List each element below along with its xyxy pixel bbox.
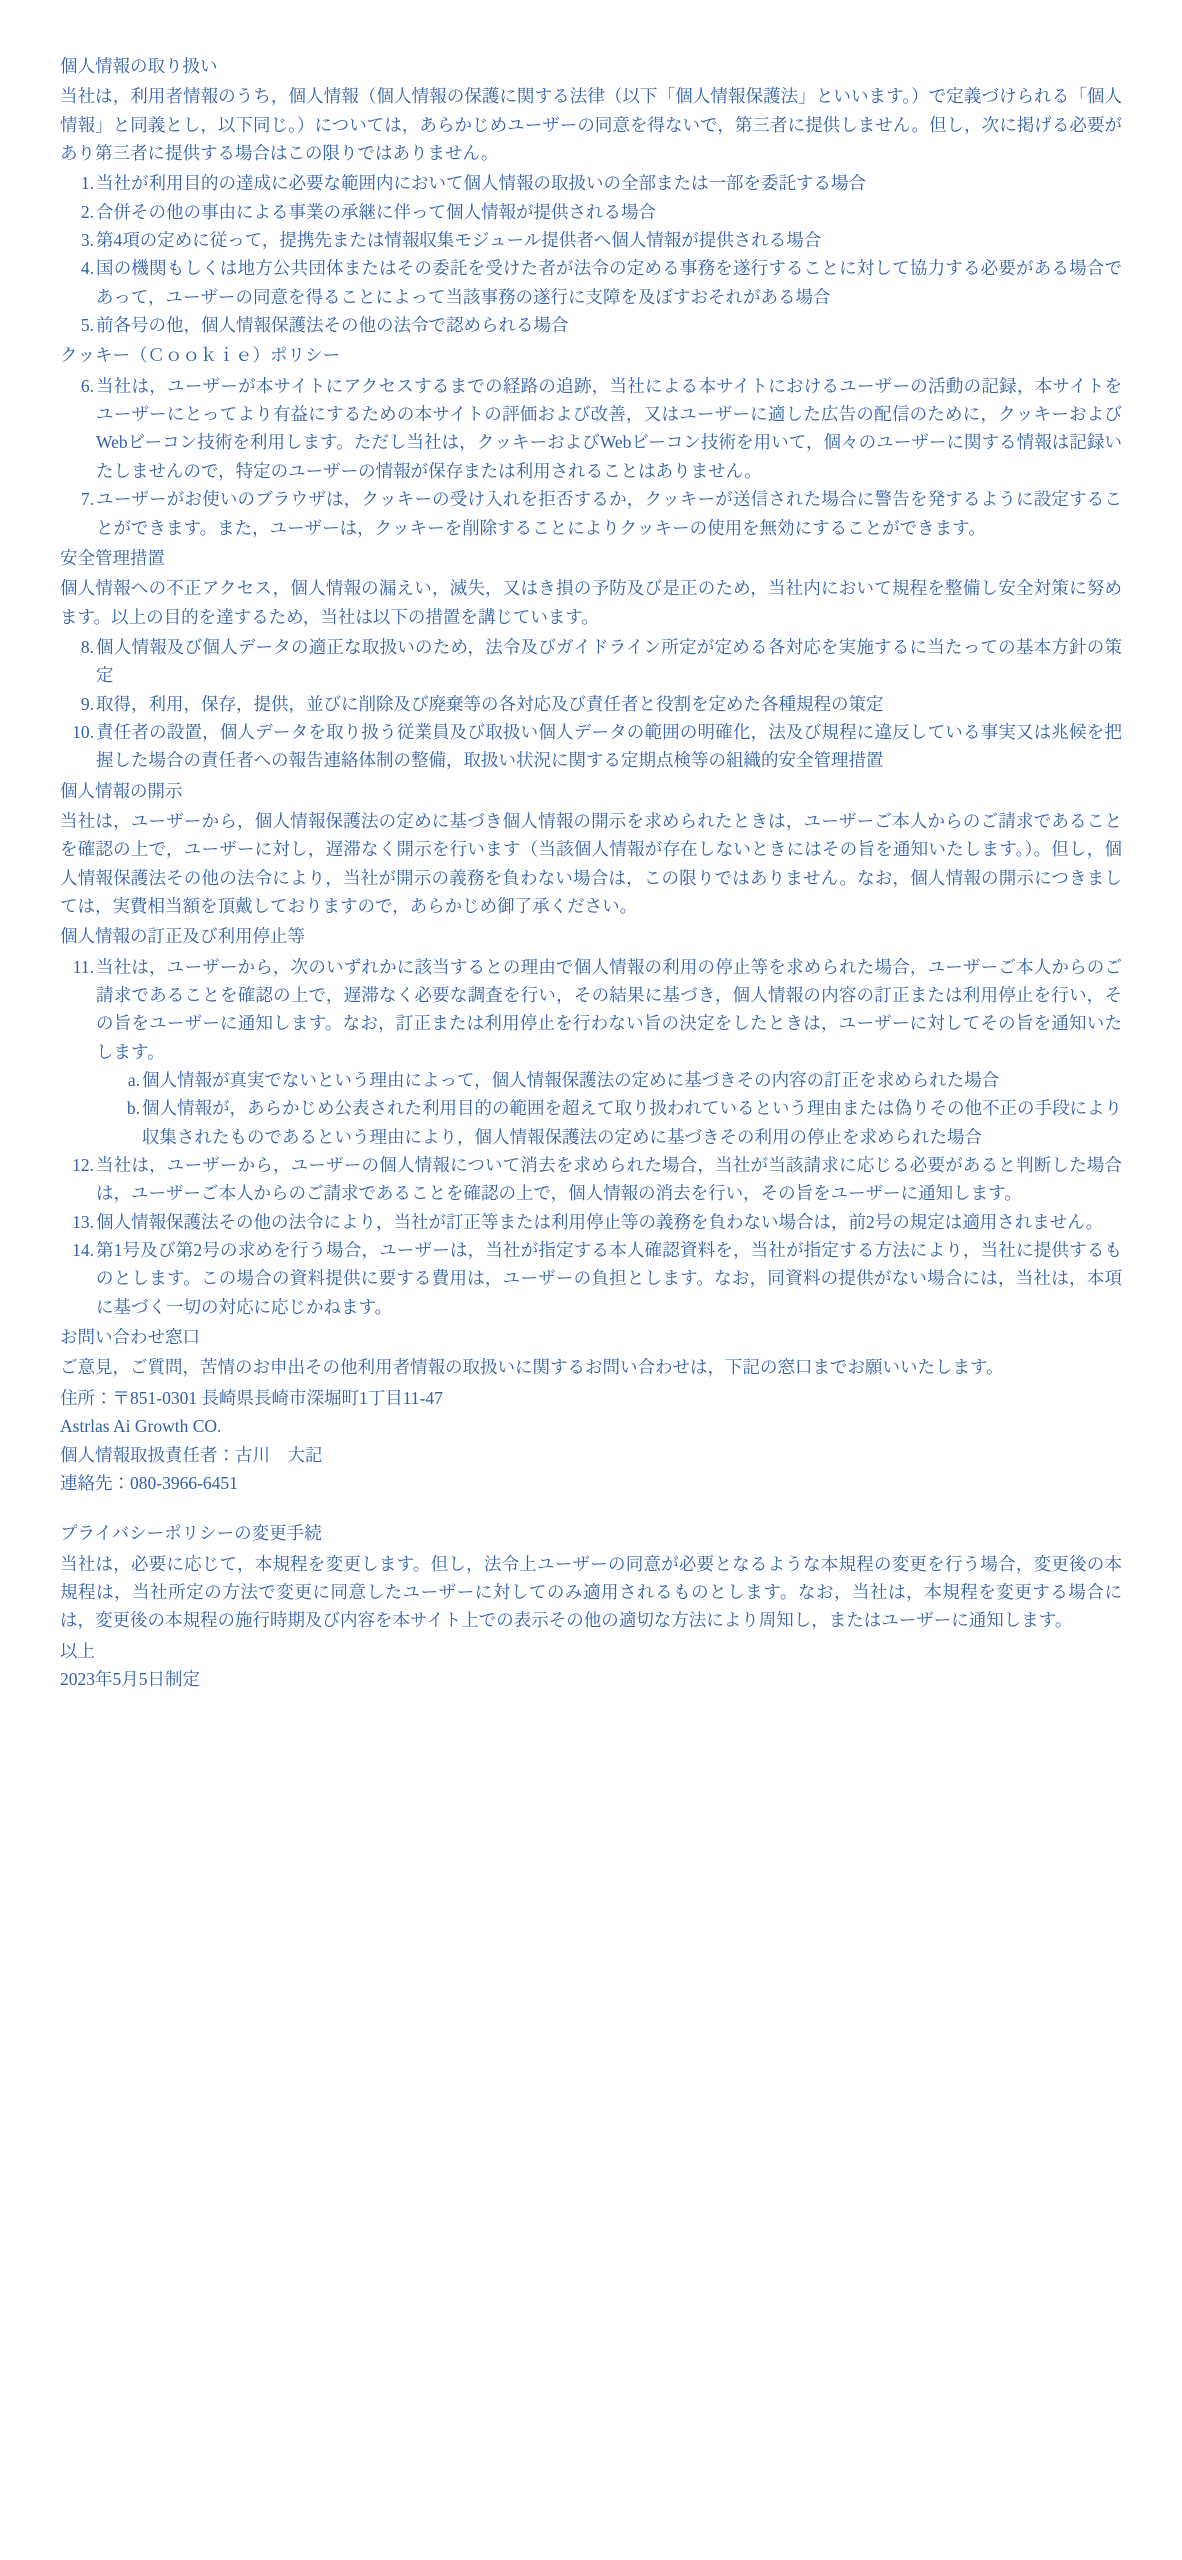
section-heading-personal-info-handling: 個人情報の取り扱い (60, 56, 218, 76)
contact-company-name: Astrlas Ai Growth CO. (60, 1416, 222, 1437)
section-heading-security-measures: 安全管理措置 (60, 547, 165, 568)
list-security-measures (60, 633, 1122, 775)
sublist-item-text: 個人情報が，あらかじめ公表された利用目的の範囲を超えて取り扱われているという理由または偽りその他不正の手段により収集されたものであるという理由により，個人情報保護法の定めに基づきその利用の停止を求められた場合 (142, 1098, 1122, 1147)
list-item-marker: 12. (72, 1155, 94, 1176)
section-paragraph-security-measures: 個人情報への不正アクセス，個人情報の漏えい，滅失，又はき損の予防及び是正のため，当社内において規程を整備し安全対策に努めます。以上の目的を達するため，当社は以下の措置を講じています。 (60, 578, 1122, 627)
list-item-marker: 11. (72, 956, 94, 977)
list-item-marker: 1. (80, 173, 94, 194)
sublist-item-marker: a. (127, 1070, 140, 1091)
list-cookie-policy (60, 372, 1122, 542)
list-item-text: 個人情報保護法その他の法令により，当社が訂正等または利用停止等の義務を負わない場合は，前2号の規定は適用されません。 (96, 1211, 1104, 1232)
list-item-text: 合併その他の事由による事業の承継に伴って個人情報が提供される場合 (96, 201, 656, 222)
list-item-text: 当社は，ユーザーが本サイトにアクセスするまでの経路の追跡，当社による本サイトにおけるユーザーの活動の記録，本サイトをユーザーにとってより有益にするための本サイトの評価および改善，又はユーザーに適した広告の配信のために，クッキーおよびWebビーコン技術を利用します。ただし当社は，クッキーおよびWebビーコン技術を用いて，個々のユーザーに関する情報は記録いたしませんので，特定のユーザーの情報が保存または利用されることはありません。 (96, 375, 1122, 481)
enactment-date: 2023年5月5日制定 (60, 1668, 200, 1689)
list-correction-suspension (60, 953, 1122, 1321)
list-item-text: 取得，利用，保存，提供，並びに削除及び廃棄等の各対応及び責任者と役割を定めた各種規程の策定 (96, 693, 884, 714)
contact-address: 住所：〒851-0301 長崎県長崎市深堀町1丁目11-47 (60, 1387, 443, 1408)
amendment-paragraph: 当社は，必要に応じて，本規程を変更します。但し，法令上ユーザーの同意が必要となるような本規程の変更を行う場合，変更後の本規程は，当社所定の方法で変更に同意したユーザーに対してのみ適用されるものとします。なお，当社は，本規程を変更する場合には，変更後の本規程の施行時期及び内容を本サイト上での表示その他の適切な方法により周知し，またはユーザーに通知します。 (60, 1553, 1122, 1631)
list-item (60, 311, 1122, 339)
sublist-item (120, 1094, 1122, 1151)
list-item-text: 第1号及び第2号の求めを行う場合，ユーザーは，当社が指定する本人確認資料を，当社が指定する方法により，当社に提供するものとします。この場合の資料提供に要する費用は，ユーザーの負担とします。なお，同資料の提供がない場合には，当社は，本項に基づく一切の対応に応じかねます。 (96, 1240, 1122, 1317)
section-paragraph-disclosure: 当社は，ユーザーから，個人情報保護法の定めに基づき個人情報の開示を求められたときは，ユーザーご本人からのご請求であることを確認の上で，ユーザーに対し，遅滞なく開示を行います（当該個人情報が存在しないときにはその旨を通知いたします。）。但し，個人情報保護法その他の法令により，当社が開示の義務を負わない場合は，この限りではありません。なお，個人情報の開示につきましては，実費相当額を頂戴しておりますので，あらかじめ御了承ください。 (60, 810, 1122, 916)
sublist-item-text: 個人情報が真実でないという理由によって，個人情報保護法の定めに基づきその内容の訂正を求められた場合 (142, 1070, 1000, 1091)
list-item-text: 当社は，ユーザーから，次のいずれかに該当するとの理由で個人情報の利用の停止等を求められた場合，ユーザーご本人からのご請求であることを確認の上で，遅滞なく必要な調査を行い，その結果に基づき，個人情報の内容の訂正または利用停止を行い，その旨をユーザーに通知します。なお，訂正または利用停止を行わない旨の決定をしたときは，ユーザーに対してその旨を通知いたします。 (96, 956, 1122, 1062)
list-item (60, 226, 1122, 254)
list-item (60, 372, 1122, 485)
list-item-marker: 13. (72, 1211, 94, 1232)
list-item-text: 前各号の他，個人情報保護法その他の法令で認められる場合 (96, 315, 569, 336)
list-item (60, 1151, 1122, 1208)
sublist-item-marker: b. (126, 1098, 140, 1119)
section-heading-contact: お問い合わせ窓口 (60, 1327, 200, 1348)
list-item (60, 633, 1122, 690)
section-heading-cookie-policy: クッキー（Ｃｏｏｋｉｅ）ポリシー (60, 345, 340, 366)
list-item-marker: 10. (72, 721, 94, 742)
section-spacer (60, 1497, 1122, 1519)
list-item-marker: 4. (80, 258, 94, 279)
section-paragraph-personal-info-handling: 当社は，利用者情報のうち，個人情報（個人情報の保護に関する法律（以下「個人情報保護法」といいます。）で定義づけられる「個人情報」と同義とし，以下同じ。）については，あらかじめユーザーの同意を得ないで，第三者に提供しません。但し，次に掲げる必要があり第三者に提供する場合はこの限りではありません。 (60, 86, 1122, 164)
list-item (60, 254, 1122, 311)
contact-phone: 連絡先：080-3966-6451 (60, 1472, 238, 1493)
contact-intro: ご意見，ご質問，苦情のお申出その他利用者情報の取扱いに関するお問い合わせは，下記の窓口までお願いいたします。 (60, 1357, 1004, 1378)
list-personal-info-handling (60, 169, 1122, 339)
sublist-correction-reasons (96, 1066, 1122, 1151)
end-mark: 以上 (60, 1640, 95, 1661)
list-item (60, 718, 1122, 775)
list-item (60, 1236, 1122, 1321)
list-item-marker: 6. (80, 375, 94, 396)
list-item-text: ユーザーがお使いのブラウザは，クッキーの受け入れを拒否するか，クッキーが送信された場合に警告を発するように設定することができます。また，ユーザーは，クッキーを削除することによりクッキーの使用を無効にすることができます。 (96, 489, 1122, 538)
list-item (60, 690, 1122, 718)
list-item-text: 当社は，ユーザーから，ユーザーの個人情報について消去を求められた場合，当社が当該請求に応じる必要があると判断した場合は，ユーザーご本人からのご請求であることを確認の上で，個人情報の消去を行い，その旨をユーザーに通知します。 (96, 1155, 1122, 1204)
list-item (60, 169, 1122, 197)
list-item (60, 198, 1122, 226)
list-item-text: 個人情報及び個人データの適正な取扱いのため，法令及びガイドライン所定が定める各対応を実施するに当たっての基本方針の策定 (96, 636, 1122, 686)
section-heading-disclosure: 個人情報の開示 (60, 780, 183, 801)
list-item (60, 953, 1122, 1151)
list-item-marker: 3. (80, 230, 94, 251)
list-item (60, 485, 1122, 542)
list-item-marker: 14. (72, 1240, 94, 1261)
list-item-text: 当社が利用目的の達成に必要な範囲内において個人情報の取扱いの全部または一部を委託する場合 (96, 173, 866, 194)
section-heading-correction-suspension: 個人情報の訂正及び利用停止等 (60, 926, 305, 947)
contact-officer: 個人情報取扱責任者：古川 大記 (60, 1444, 323, 1465)
list-item (60, 1208, 1122, 1236)
section-heading-amendment: プライバシーポリシーの変更手続 (60, 1523, 322, 1544)
list-item-marker: 9. (80, 693, 94, 714)
sublist-item (120, 1066, 1122, 1094)
list-item-marker: 5. (80, 315, 94, 336)
policy-document-body (60, 52, 1122, 1693)
list-item-marker: 2. (80, 201, 94, 222)
list-item-text: 第4項の定めに従って，提携先または情報収集モジュール提供者へ個人情報が提供される場合 (96, 230, 822, 251)
list-item-marker: 8. (80, 636, 94, 657)
list-item-marker: 7. (80, 489, 94, 510)
list-item-text: 責任者の設置，個人データを取り扱う従業員及び取扱い個人データの範囲の明確化，法及び規程に違反している事実又は兆候を把握した場合の責任者への報告連絡体制の整備，取扱い状況に関する定期点検等の組織的安全管理措置 (96, 721, 1122, 771)
list-item-text: 国の機関もしくは地方公共団体またはその委託を受けた者が法令の定める事務を遂行することに対して協力する必要がある場合であって，ユーザーの同意を得ることによって当該事務の遂行に支障を及ぼすおそれがある場合 (96, 258, 1122, 307)
